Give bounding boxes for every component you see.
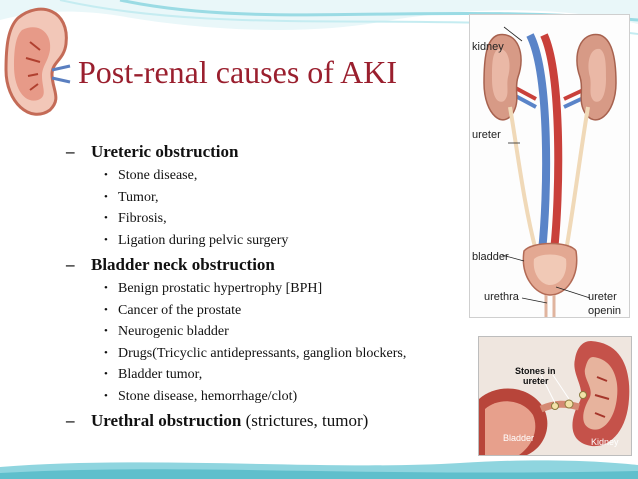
ureter-label: ureter (472, 129, 501, 141)
bullet-icon: • (104, 368, 108, 380)
ureter-opening-label: ureter (588, 291, 617, 303)
urinary-tract-illustration (470, 15, 629, 317)
kidney-logo-icon (0, 0, 72, 118)
kidney-label: kidney (472, 41, 504, 53)
dash-marker: – (66, 411, 75, 430)
list-item (104, 278, 466, 300)
list-item-text: Ligation during pelvic surgery (118, 232, 289, 248)
list-item-text: Benign prostatic hypertrophy [BPH] (118, 281, 323, 296)
ureter-opening-label-line2: openin (588, 305, 622, 317)
bullet-icon: • (104, 190, 108, 203)
stones-in-ureter-label-line2: ureter (523, 376, 549, 386)
section-heading-urethral (66, 409, 466, 433)
section-heading-ureteric (66, 140, 466, 164)
list-item (104, 343, 466, 365)
bullet-icon: • (104, 212, 108, 224)
bullet-icon: • (104, 346, 108, 359)
list-item (104, 165, 466, 187)
list-item-text: Fibrosis, (118, 211, 167, 226)
bullet-icon: • (104, 325, 108, 337)
bullet-icon: • (104, 303, 108, 316)
urethra-label: urethra (484, 291, 519, 303)
list-item (104, 386, 466, 408)
list-item (104, 187, 466, 209)
section-heading-text: Bladder neck obstruction (91, 255, 275, 274)
list-item (104, 364, 466, 386)
slide-title: Post-renal causes of AKI (78, 54, 398, 90)
section-heading-bladder-neck (66, 253, 466, 277)
list-item-text: Drugs(Tricyclic antidepressants, ganglion blockers, (118, 345, 407, 361)
bladder-label: bladder (472, 251, 509, 263)
list-item (104, 208, 466, 230)
bullet-icon: • (104, 282, 108, 294)
bullet-content (66, 140, 466, 434)
list-item (104, 300, 466, 322)
dash-marker: – (66, 142, 75, 161)
ureter-stones-diagram (478, 336, 632, 456)
bullet-icon: • (104, 389, 108, 402)
bladder-label: Bladder (503, 433, 535, 443)
urinary-tract-diagram (469, 14, 630, 318)
list-item-text: Bladder tumor, (118, 367, 203, 382)
list-item-text: Stone disease, hemorrhage/clot) (118, 388, 298, 404)
kidney-label: Kidney (591, 437, 619, 447)
bladder-neck-cause-list (66, 278, 466, 407)
ureteric-cause-list (66, 165, 466, 251)
list-item-text: Neurogenic bladder (118, 324, 229, 339)
dash-marker: – (66, 255, 75, 274)
list-item (104, 321, 466, 343)
bullet-icon: • (104, 233, 108, 246)
section-heading-suffix: (strictures, tumor) (241, 411, 369, 430)
bullet-icon: • (104, 169, 108, 181)
section-heading-text: Ureteric obstruction (91, 142, 239, 161)
list-item-text: Stone disease, (118, 168, 198, 183)
list-item-text: Cancer of the prostate (118, 302, 242, 318)
list-item-text: Tumor, (118, 189, 159, 205)
section-heading-text: Urethral obstruction (91, 411, 242, 430)
list-item (104, 230, 466, 252)
stones-in-ureter-label: Stones in (515, 366, 556, 376)
